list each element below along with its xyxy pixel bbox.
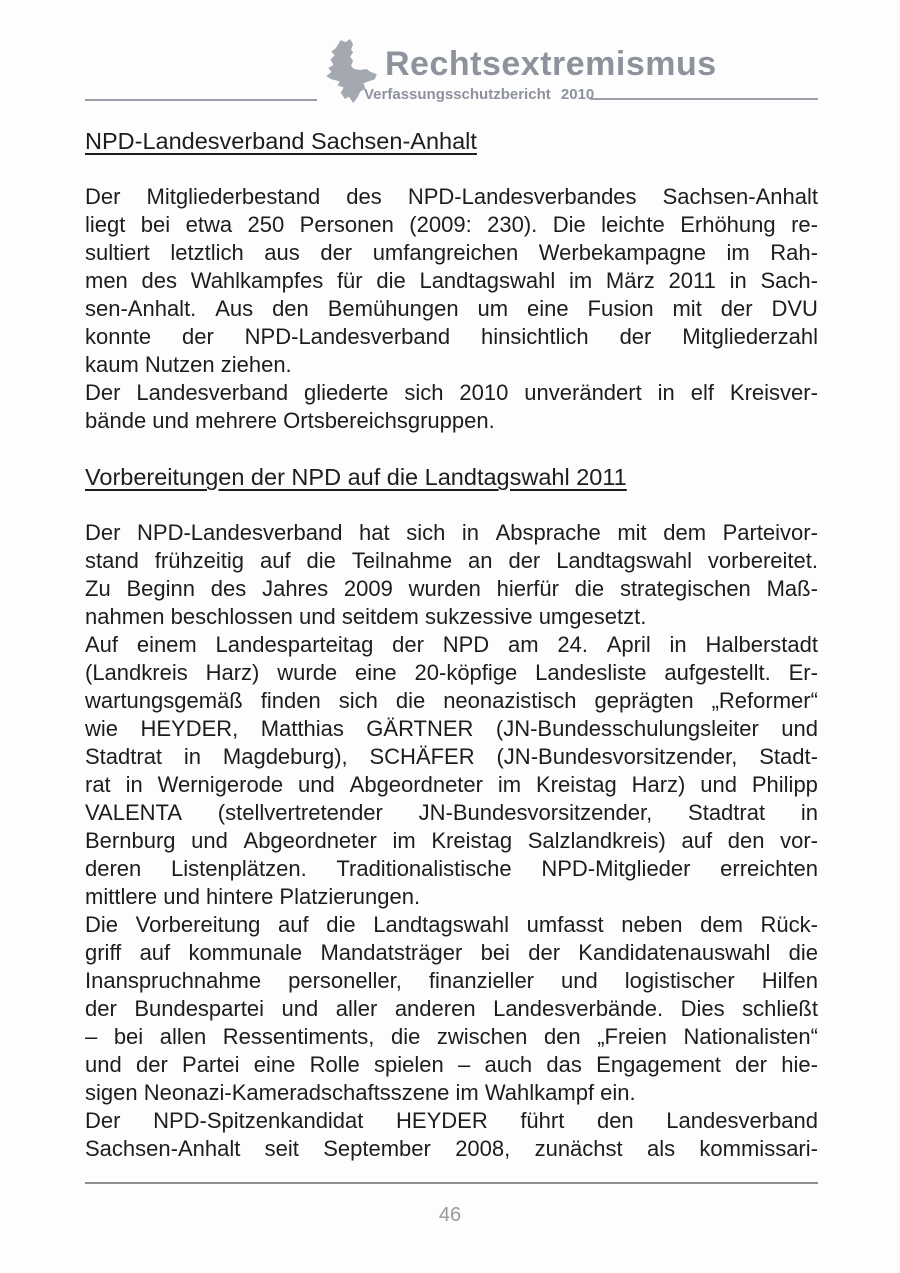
report-subtitle: Verfassungsschutzbericht 2010 xyxy=(364,86,595,103)
section-heading-text: Vorbereitungen der NPD auf die Landtagswahl 2011 xyxy=(85,464,627,490)
text-line: rat in Wernigerode und Abgeordneter im Kreistag Harz) und Philipp xyxy=(85,772,818,797)
text-line: kaum Nutzen ziehen. xyxy=(85,352,292,377)
section-heading-text: NPD-Landesverband Sachsen-Anhalt xyxy=(85,128,477,154)
text-line: – bei allen Ressentiments, die zwischen den „Freien Nationalisten“ xyxy=(85,1024,818,1049)
text-line: men des Wahlkampfes für die Landtagswahl im März 2011 in Sach- xyxy=(85,268,818,293)
paragraph xyxy=(85,911,818,1107)
section-heading xyxy=(85,127,818,155)
text-line: wie HEYDER, Matthias GÄRTNER (JN-Bundesschulungsleiter und xyxy=(85,716,818,741)
document-body xyxy=(85,127,818,1163)
text-line: VALENTA (stellvertretender JN-Bundesvorsitzender, Stadtrat in xyxy=(85,800,818,825)
header-rule-right xyxy=(590,98,818,100)
text-line: nahmen beschlossen und seitdem sukzessive umgesetzt. xyxy=(85,604,647,629)
text-line: sultiert letztlich aus der umfangreichen Werbekampagne im Rah- xyxy=(85,240,818,265)
text-line: sen-Anhalt. Aus den Bemühungen um eine Fusion mit der DVU xyxy=(85,296,818,321)
text-line: Inanspruchnahme personeller, finanzieller und logistischer Hilfen xyxy=(85,968,818,993)
section-heading xyxy=(85,463,818,491)
text-line: Der Landesverband gliederte sich 2010 unverändert in elf Kreisver- xyxy=(85,380,818,405)
text-line: Zu Beginn des Jahres 2009 wurden hierfür die strategischen Maß- xyxy=(85,576,818,601)
text-line: stand frühzeitig auf die Teilnahme an der Landtagswahl vorbereitet. xyxy=(85,548,818,573)
text-line: Sachsen-Anhalt seit September 2008, zunächst als kommissari- xyxy=(85,1136,818,1161)
text-line: wartungsgemäß finden sich die neonazistisch geprägten „Reformer“ xyxy=(85,688,818,713)
paragraph xyxy=(85,519,818,631)
paragraph xyxy=(85,631,818,911)
text-line: und der Partei eine Rolle spielen – auch das Engagement der hie- xyxy=(85,1052,818,1077)
text-line: deren Listenplätzen. Traditionalistische NPD-Mitglieder erreichten xyxy=(85,856,818,881)
text-line: liegt bei etwa 250 Personen (2009: 230). Die leichte Erhöhung re- xyxy=(85,212,818,237)
paragraph xyxy=(85,1107,818,1163)
text-line: Stadtrat in Magdeburg), SCHÄFER (JN-Bundesvorsitzender, Stadt- xyxy=(85,744,818,769)
text-line: Bernburg und Abgeordneter im Kreistag Salzlandkreis) auf den vor- xyxy=(85,828,818,853)
text-line: der Bundespartei und aller anderen Landesverbände. Dies schließt xyxy=(85,996,818,1021)
text-line: sigen Neonazi-Kameradschaftsszene im Wahlkampf ein. xyxy=(85,1080,636,1105)
text-line: konnte der NPD-Landesverband hinsichtlich der Mitgliederzahl xyxy=(85,324,818,349)
text-line: bände und mehrere Ortsbereichsgruppen. xyxy=(85,408,495,433)
text-line: Der Mitgliederbestand des NPD-Landesverbandes Sachsen-Anhalt xyxy=(85,184,818,209)
page-number: 46 xyxy=(438,1204,462,1226)
chapter-title: Rechtsextremismus xyxy=(385,45,717,83)
paragraph xyxy=(85,183,818,379)
text-line: Der NPD-Landesverband hat sich in Absprache mit dem Parteivor- xyxy=(85,520,818,545)
paragraph xyxy=(85,379,818,435)
text-line: griff auf kommunale Mandatsträger bei der Kandidatenauswahl die xyxy=(85,940,818,965)
footer-rule xyxy=(85,1182,818,1184)
text-line: Auf einem Landesparteitag der NPD am 24. April in Halberstadt xyxy=(85,632,818,657)
header-rule-left xyxy=(85,99,317,101)
text-line: (Landkreis Harz) wurde eine 20-köpfige Landesliste aufgestellt. Er- xyxy=(85,660,818,685)
text-line: mittlere und hintere Platzierungen. xyxy=(85,884,421,909)
text-line: Der NPD-Spitzenkandidat HEYDER führt den Landesverband xyxy=(85,1108,818,1133)
text-line: Die Vorbereitung auf die Landtagswahl umfasst neben dem Rück- xyxy=(85,912,818,937)
